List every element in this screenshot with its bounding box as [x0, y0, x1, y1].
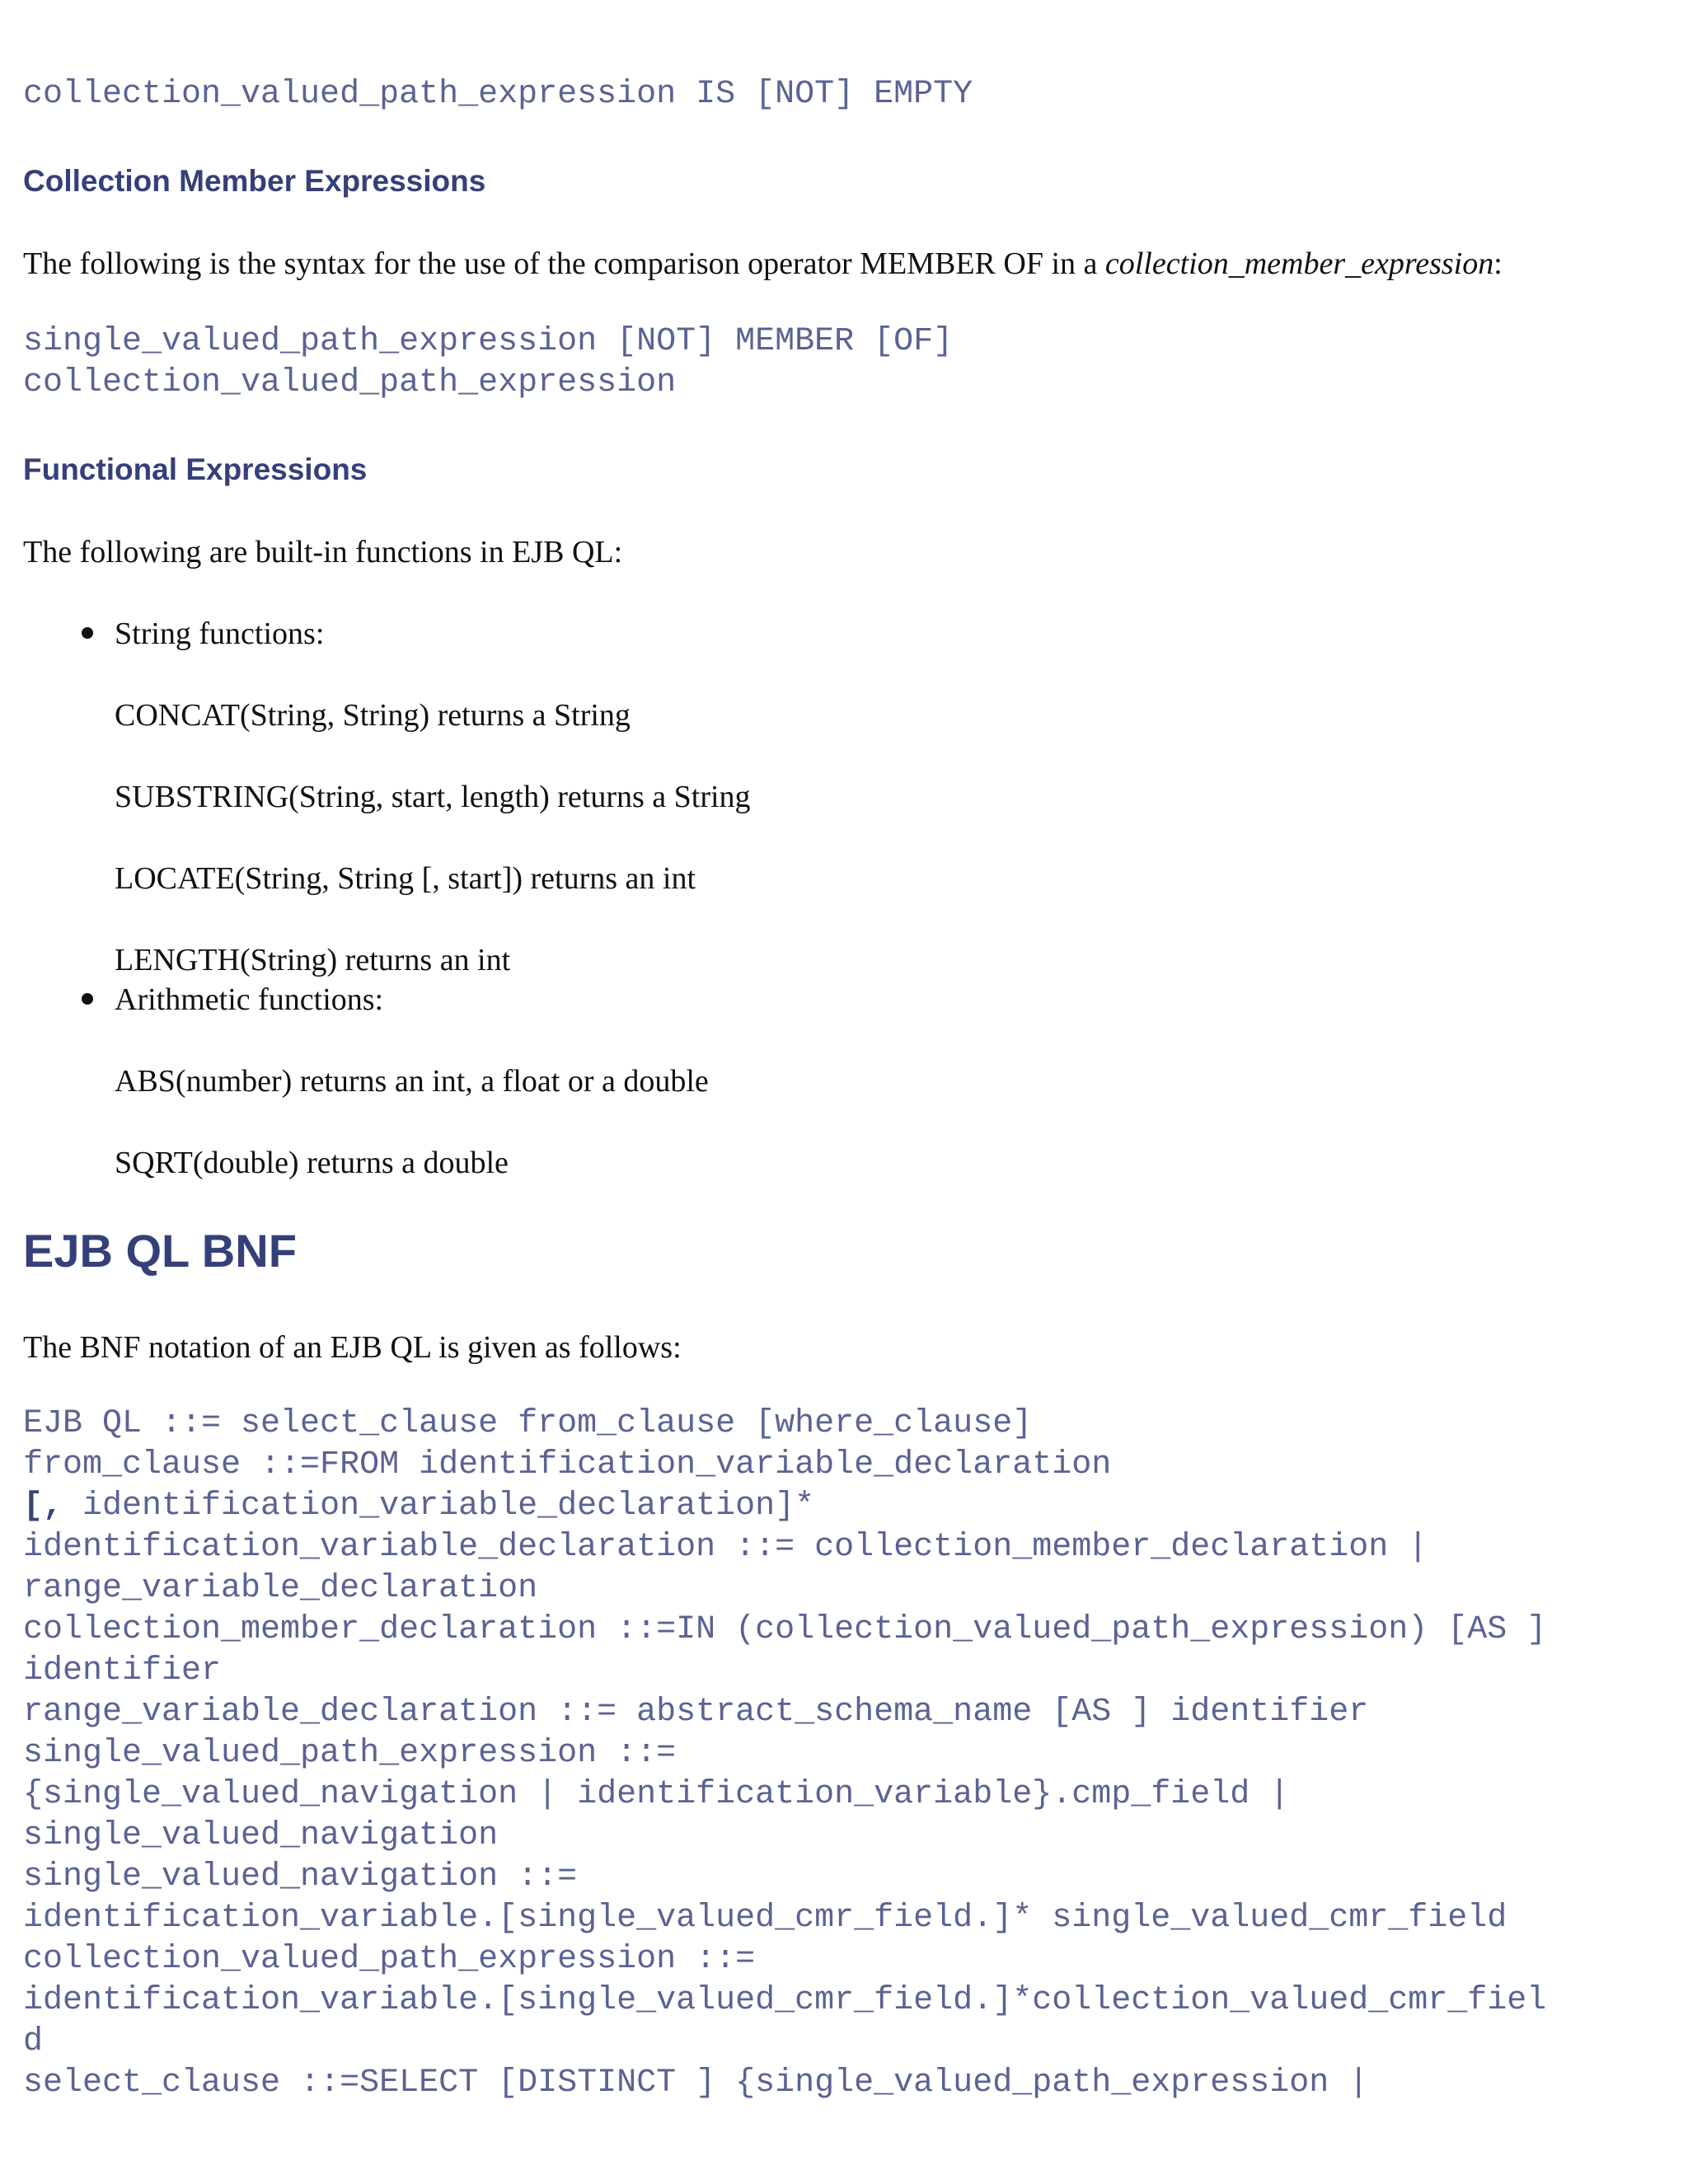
bnf-intro: The BNF notation of an EJB QL is given as follows: — [23, 1330, 682, 1365]
bnf-code-block — [23, 1404, 1546, 2104]
member-of-code-block — [23, 321, 953, 404]
function-substring: SUBSTRING(String, start, length) returns a String — [115, 780, 751, 814]
bullet-label: Arithmetic functions: — [115, 982, 384, 1017]
bnf-line: single_valued_navigation — [23, 1817, 499, 1854]
bnf-line: d — [23, 2023, 44, 2060]
bnf-line — [23, 1486, 1546, 1527]
collection-member-expression-term: collection_member_expression — [1104, 246, 1494, 281]
empty-expression-code: collection_valued_path_expression IS [NOT] EMPTY — [23, 76, 973, 113]
bnf-line: single_valued_path_expression ::= — [23, 1735, 677, 1772]
bnf-line: range_variable_declaration — [23, 1570, 538, 1607]
bullet-dot-icon — [82, 627, 93, 639]
bullet-dot-icon — [82, 993, 93, 1005]
bnf-line: {single_valued_navigation | identification_variable}.cmp_field | — [23, 1776, 1290, 1813]
function-locate: LOCATE(String, String [, start]) returns an int — [115, 861, 696, 896]
bnf-heading: EJB QL BNF — [23, 1225, 297, 1277]
bnf-line: select_clause ::=SELECT [DISTINCT ] {single_valued_path_expression | — [23, 2064, 1369, 2102]
bnf-line: identification_variable.[single_valued_cmr_field.]*collection_valued_cmr_fiel — [23, 1982, 1547, 2019]
bnf-line: EJB QL ::= select_clause from_clause [where_clause] — [23, 1405, 1033, 1442]
function-concat: CONCAT(String, String) returns a String — [115, 698, 631, 733]
collection-member-intro — [23, 246, 1503, 282]
bnf-line: identifier — [23, 1652, 222, 1690]
function-length: LENGTH(String) returns an int — [115, 943, 511, 977]
functional-intro: The following are built-in functions in EJB QL: — [23, 535, 623, 569]
bnf-line: from_clause ::=FROM identification_variable_declaration — [23, 1446, 1112, 1483]
bnf-line: collection_member_declaration ::=IN (collection_valued_path_expression) [AS ] — [23, 1611, 1547, 1648]
bullet-label: String functions: — [115, 616, 325, 651]
bullet-string-functions — [23, 616, 1598, 652]
collection-member-intro-end: : — [1493, 246, 1503, 281]
bnf-line: collection_valued_path_expression ::= — [23, 1941, 756, 1978]
bnf-line-bold-prefix: [, — [23, 1488, 63, 1525]
collection-member-intro-text: The following is the syntax for the use of the comparison operator MEMBER OF in a — [23, 246, 1105, 281]
bnf-line: identification_variable.[single_valued_cmr_field.]* single_valued_cmr_field — [23, 1900, 1507, 1937]
functional-expressions-heading: Functional Expressions — [23, 452, 368, 486]
function-sqrt: SQRT(double) returns a double — [115, 1146, 509, 1180]
bnf-line-rest: identification_variable_declaration]* — [63, 1488, 815, 1525]
collection-member-heading: Collection Member Expressions — [23, 164, 486, 198]
function-abs: ABS(number) returns an int, a float or a double — [115, 1064, 709, 1099]
bullet-arithmetic-functions — [23, 982, 1598, 1018]
bnf-line: identification_variable_declaration ::= collection_member_declaration | — [23, 1529, 1428, 1566]
code-line: single_valued_path_expression [NOT] MEMBER [OF] — [23, 323, 954, 360]
code-line: collection_valued_path_expression — [23, 364, 677, 401]
bnf-line: range_variable_declaration ::= abstract_schema_name [AS ] identifier — [23, 1694, 1369, 1731]
bnf-line: single_valued_navigation ::= — [23, 1858, 578, 1896]
